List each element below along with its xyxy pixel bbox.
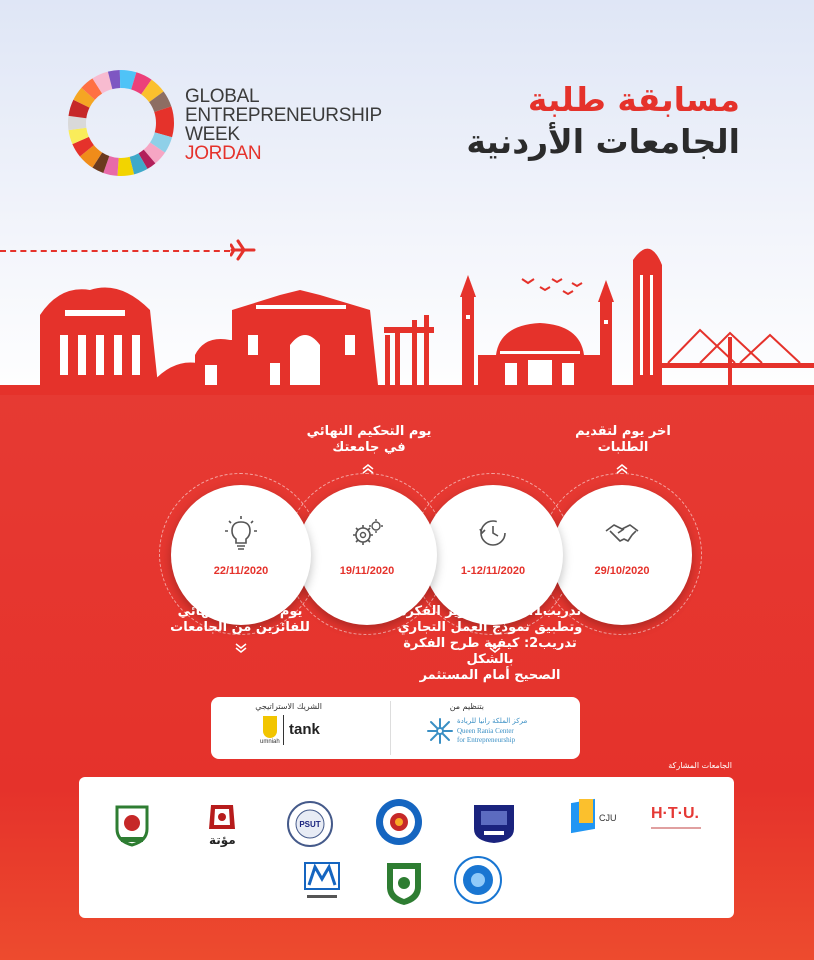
university-logo-5	[469, 795, 519, 845]
psut-label: PSUT	[299, 820, 321, 829]
lightbulb-icon	[221, 513, 261, 553]
gears-icon	[347, 513, 387, 553]
timeline-step-4-label: يوم التحكيم النهائي للفائزين من الجامعات	[170, 604, 310, 635]
chevron-down-icon	[234, 642, 248, 654]
cju-label: CJU	[599, 813, 617, 823]
logo-line-jordan: JORDAN	[185, 143, 262, 164]
clock-refresh-icon	[473, 513, 513, 553]
logo-line-global: GLOBAL	[185, 86, 260, 107]
htu-subtext-line	[651, 827, 701, 829]
jordan-skyline-illustration	[0, 235, 814, 395]
partners-box	[211, 697, 580, 759]
tank-label: tank	[289, 721, 320, 738]
qrce-english-line-2: for Entrepreneurship	[457, 736, 516, 744]
cju-logo-mark-2	[579, 799, 593, 823]
chevron-up-icon	[615, 463, 629, 475]
university-logo-4	[374, 797, 424, 847]
organizer-title: بتنظيم من	[449, 702, 484, 711]
psut-logo	[285, 799, 335, 849]
qrce-english-line-1: Queen Rania Center	[457, 727, 514, 735]
university-logo-7	[379, 857, 429, 907]
universities-title: الجامعات المشاركة	[668, 761, 732, 770]
university-logo-8	[453, 855, 503, 905]
qrce-arabic-name: مركز الملكة رانيا للريادة	[457, 717, 528, 725]
timeline-step-1-label: اخر يوم لتقديم الطلبات	[575, 424, 671, 455]
gew-logo-ring	[66, 68, 176, 178]
timeline-step-1-date: 29/10/2020	[594, 565, 650, 577]
handshake-icon	[602, 513, 642, 553]
logo-line-entrepreneurship: ENTREPRENEURSHIP	[185, 105, 382, 126]
university-logo-1	[107, 799, 157, 849]
qrce-logo-icon	[426, 717, 454, 745]
partner-divider	[283, 715, 284, 745]
timeline-step-4-date: 22/11/2020	[213, 565, 269, 577]
chevron-up-icon	[361, 463, 375, 475]
timeline-step-2-date: 1-12/11/2020	[460, 565, 526, 577]
mutah-label: مؤتة	[209, 833, 236, 847]
universities-box	[79, 777, 734, 918]
title-line-2: الجامعات الأردنية	[466, 122, 740, 161]
umniah-logo-mark	[263, 716, 277, 738]
umniah-label: umniah	[260, 739, 280, 745]
logo-line-week: WEEK	[185, 124, 240, 145]
university-logo-6	[297, 857, 347, 907]
timeline-step-2-label: تدريب1: كيفية تطوير الفكرة وتطبيق نموذج العمل التجاري تدريب2: كيفية طرح الفكرة بالشكل الصحيح أمام المستثمر	[397, 604, 583, 683]
partners-separator	[390, 701, 391, 755]
strategic-partner-title: الشريك الاستراتيجي	[255, 702, 322, 711]
htu-label: H·T·U.	[651, 805, 699, 822]
timeline-step-3-label: يوم التحكيم النهائي في جامعتك	[306, 424, 432, 455]
title-line-1: مسابقة طلبة	[527, 80, 740, 119]
timeline-step-3-date: 19/11/2020	[339, 565, 395, 577]
